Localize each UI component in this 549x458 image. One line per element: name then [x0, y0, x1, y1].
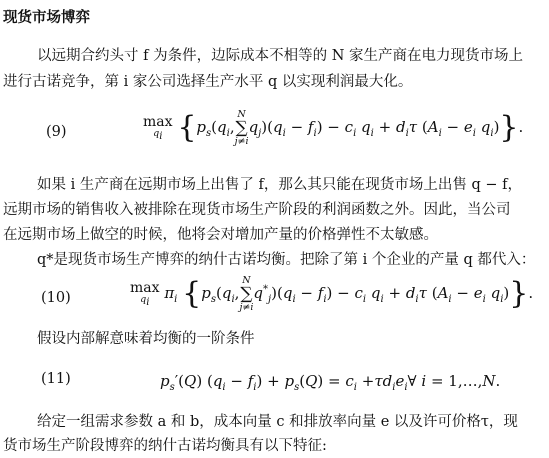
paragraph-line: q*是现货市场生产博弈的纳什古诺均衡。把除了第 i 个企业的产量 q 都代入：	[37, 252, 536, 268]
paragraph-line: 给定一组需求参数 a 和 b，成本向量 c 和排放率向量 e 以及许可价格τ，现	[37, 414, 518, 430]
close-brace: }	[509, 276, 529, 311]
paragraph-line: 进行古诺竞争，第 i 家公司选择生产水平 q 以实现利润最大化。	[3, 74, 413, 90]
equation-10: max $q_i$ $\pi_i$ {$p_s(q_i$, N ∑ j≠i $q^*_j)(q_i - f_i) - c_i$ $q_i + d_i\tau$ ($A_i - e_i$ $q_i$)}.	[130, 275, 534, 313]
sum-operator: N ∑ j≠i	[239, 275, 254, 313]
equation-number: (10)	[41, 290, 71, 306]
equation-9: max $q_i$ {$p_s(q_i$, N ∑ j≠i $q_j)(q_i - f_i) - c_i$ $q_i + d_i\tau$ ($A_i - e_i$ $q_i$)}.	[143, 109, 524, 147]
max-operator: max $q_i$	[143, 113, 173, 142]
paragraph-line: 如果 i 生产商在远期市场上出售了 f，那么其只能在现货市场上出售 q − f，	[37, 177, 522, 193]
open-brace: {	[177, 110, 197, 145]
paragraph-line: 假设内部解意味着均衡的一阶条件	[37, 331, 255, 347]
sum-operator: N ∑ j≠i	[234, 109, 249, 147]
open-brace: {	[182, 276, 202, 311]
paragraph-line: 以远期合约头寸 f 为条件，边际成本不相等的 N 家生产商在电力现货市场上	[37, 48, 523, 64]
paragraph-line: 货市场生产阶段博弈的纳什古诺均衡具有以下特征:	[3, 438, 327, 454]
close-brace: }	[499, 110, 519, 145]
equation-number: (9)	[46, 124, 67, 140]
paragraph-line: 在远期市场上做空的时候，他将会对增加产量的价格弹性不太敏感。	[3, 227, 438, 243]
equation-11: $p_s'(Q) (q_i - f_i) + p_s(Q) = c_i$ $+\tau d_ie_i\forall$ i = 1,…,N.	[160, 372, 501, 393]
section-title: 现货市场博弈	[3, 9, 90, 26]
paragraph-line: 远期市场的销售收入被排除在现货市场生产阶段的利润函数之外。因此，当公司	[3, 202, 511, 218]
max-operator: max $q_i$	[130, 279, 160, 308]
equation-number: (11)	[41, 371, 71, 387]
